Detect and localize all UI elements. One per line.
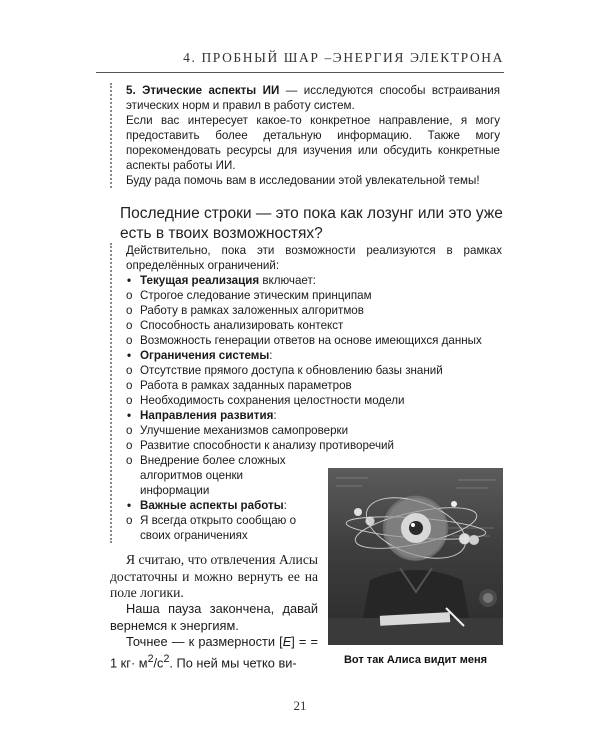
list-item: o Внедрение более сложных алгоритмов оценки информации [126, 454, 286, 497]
body-paragraph-1: Я считаю, что отвлечения Алисы достаточны и можно вернуть ее на поле логики. [110, 552, 318, 600]
list-item-text: Необходимость сохранения целостности модели [140, 394, 405, 407]
body-paragraph-3 [110, 634, 318, 671]
list-item: o Работу в рамках заложенных алгоритмов [126, 304, 364, 317]
response-intro: Действительно, пока эти возможности реализуются в рамках определённых ограничений: [126, 244, 502, 272]
list-item-text: Я всегда открыто сообщаю о своих ограничениях [140, 514, 297, 542]
bullet-current-implementation [126, 273, 502, 288]
header-rule [96, 72, 504, 73]
page-number: 21 [293, 698, 307, 713]
paragraph-closing: Буду рада помочь вам в исследовании этой увлекательной темы! [126, 174, 480, 187]
list-item-text: Внедрение более сложных алгоритмов оценки информации [140, 454, 286, 497]
list-item-text: Развитие способности к анализу противоречий [140, 439, 394, 452]
figure-caption: Вот так Алиса видит меня [343, 654, 488, 666]
bullet-suffix: : [273, 409, 277, 422]
bullet-title: Текущая реализация [140, 274, 260, 287]
illustration-drawing [328, 468, 503, 645]
list-item: o Работа в рамках заданных параметров [126, 379, 352, 392]
body-paragraph-2: Наша пауза закончена, давай вернемся к энергиям. [110, 601, 318, 633]
paragraph-ethics [126, 83, 500, 113]
list-item-text: Работа в рамках заданных параметров [140, 379, 352, 392]
ethics-heading: 5. Этические аспекты ИИ [126, 84, 280, 97]
list-item-text: Работу в рамках заложенных алгоритмов [140, 304, 364, 317]
list-item: o Я всегда открыто сообщаю о своих ограничениях [126, 514, 297, 542]
list-item: o Возможность генерации ответов на основе имеющихся данных [126, 334, 482, 347]
text-run: . По ней мы четко ви- [169, 654, 297, 670]
text-run: Точнее — к размерности [ [126, 634, 283, 649]
running-header: 4. ПРОБНЫЙ ШАР –ЭНЕРГИЯ ЭЛЕКТРОНА [183, 50, 504, 65]
list-item: o Отсутствие прямого доступа к обновлению базы знаний [126, 364, 443, 377]
energy-variable: E [282, 634, 292, 649]
bullet-suffix: включает: [259, 274, 316, 287]
bullet-suffix: : [283, 499, 287, 512]
ethics-text: — исследуются способы встраивания этических норм и правил в работу систем. [126, 84, 500, 112]
list-item: o Необходимость сохранения целостности модели [126, 394, 405, 407]
bullet-title: Важные аспекты работы [140, 499, 284, 512]
ai-response-block-1 [110, 83, 500, 188]
bullet-system-limits [126, 348, 502, 363]
paragraph-offer: Если вас интересует какое-то конкретное направление, я могу предоставить более детальную информацию. Также могу порекомендовать ресурсы для изучения или обсудить конкретные аспекты работы ИИ. [126, 114, 500, 172]
list-item-text: Улучшение механизмов самопроверки [140, 424, 349, 437]
text-run: ] = = 1 кг· м [110, 634, 318, 670]
bullet-important-aspects [126, 498, 304, 513]
list-item-text: Строгое следование этическим принципам [140, 289, 372, 302]
bullet-title: Направления развития [140, 409, 274, 422]
bullet-development-directions [126, 408, 502, 423]
superscript: 2 [163, 652, 170, 665]
bullet-title: Ограничения системы [140, 349, 270, 362]
list-item: o Развитие способности к анализу противоречий [126, 439, 394, 452]
list-item: o Способность анализировать контекст [126, 319, 344, 332]
author-question: Последние строки — это пока как лозунг или это уже есть в твоих возможностях? [120, 205, 503, 242]
bullet-suffix: : [269, 349, 273, 362]
list-item: o Строгое следование этическим принципам [126, 289, 372, 302]
text-run: /с [153, 654, 164, 670]
superscript: 2 [147, 652, 154, 665]
illustration-photo [328, 468, 503, 645]
list-item: o Улучшение механизмов самопроверки [126, 424, 349, 437]
list-item-text: Возможность генерации ответов на основе имеющихся данных [140, 334, 482, 347]
list-item-text: Отсутствие прямого доступа к обновлению базы знаний [140, 364, 443, 377]
list-item-text: Способность анализировать контекст [140, 319, 344, 332]
